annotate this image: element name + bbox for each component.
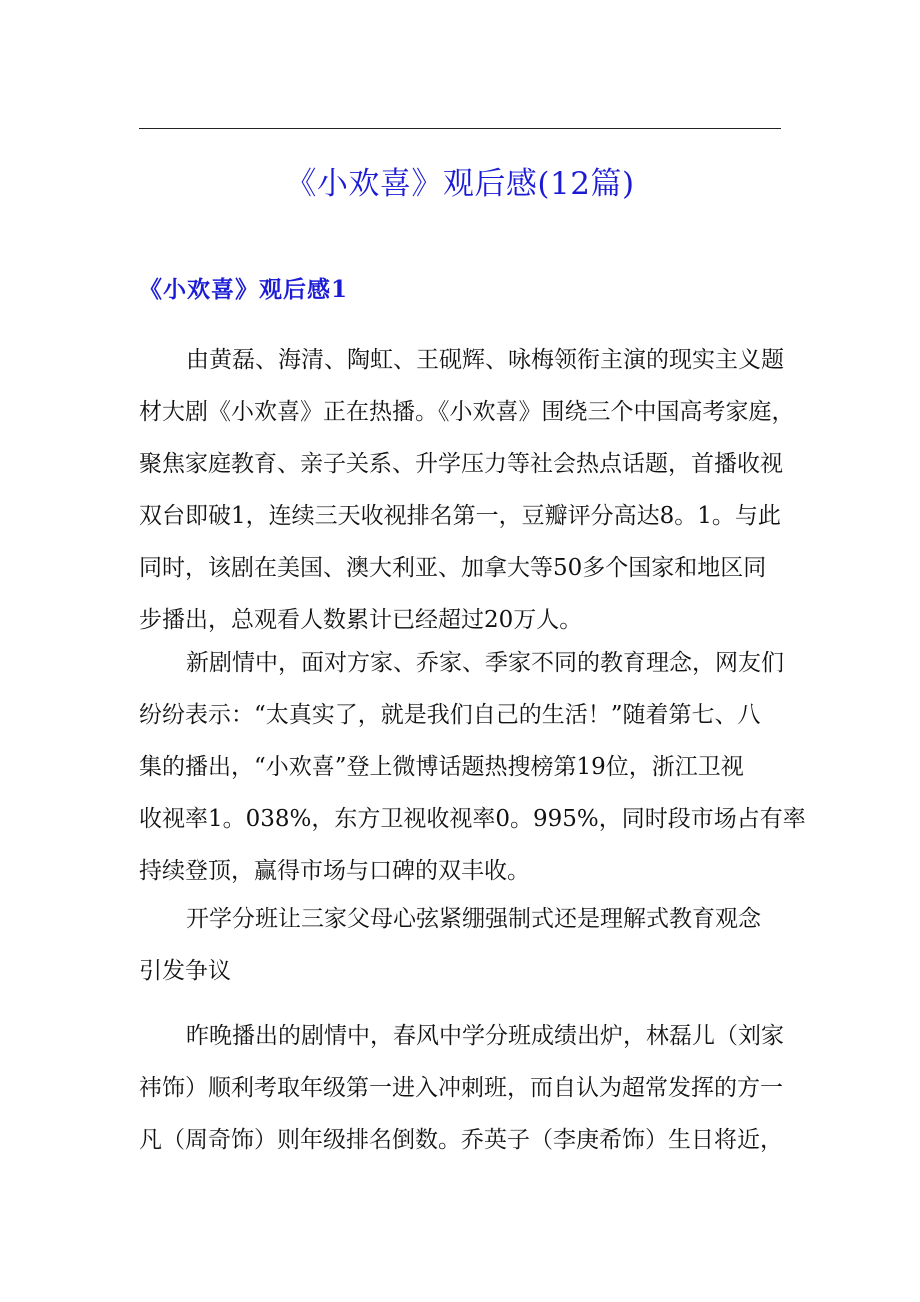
paragraph — [139, 334, 795, 646]
paragraph-line: 开学分班让三家父母心弦紧绷强制式还是理解式教育观念 — [186, 906, 761, 932]
paragraph-line: 聚焦家庭教育、亲子关系、升学压力等社会热点话题，首播收视 — [139, 451, 783, 477]
paragraph-line: 凡（周奇饰）则年级排名倒数。乔英子（李庚希饰）生日将近， — [139, 1127, 783, 1153]
paragraph-line: 昨晚播出的剧情中，春风中学分班成绩出炉，林磊儿（刘家 — [186, 1023, 784, 1049]
section-heading: 《小欢喜》观后感1 — [139, 276, 349, 303]
paragraph-line: 祎饰）顺利考取年级第一进入冲刺班，而自认为超常发挥的方一 — [139, 1075, 783, 1101]
paragraph-line: 收视率1。038%，东方卫视收视率0。995%，同时段市场占有率 — [139, 806, 806, 832]
paragraph-line: 步播出，总观看人数累计已经超过20万人。 — [139, 607, 583, 633]
paragraph — [139, 637, 806, 897]
paragraph-line: 引发争议 — [139, 958, 231, 984]
paragraph — [139, 893, 789, 997]
paragraph-line: 集的播出，“小欢喜”登上微博话题热搜榜第19位，浙江卫视 — [139, 754, 744, 780]
paragraph — [139, 1010, 789, 1166]
paragraph-line: 持续登顶，赢得市场与口碑的双丰收。 — [139, 858, 530, 884]
paragraph-line: 材大剧《小欢喜》正在热播。《小欢喜》围绕三个中国高考家庭， — [139, 399, 795, 425]
paragraph-line: 新剧情中，面对方家、乔家、季家不同的教育理念，网友们 — [186, 650, 784, 676]
paragraph-line: 双台即破1，连续三天收视排名第一，豆瓣评分高达8。1。与此 — [139, 503, 781, 529]
paragraph-line: 纷纷表示：“太真实了，就是我们自己的生活！”随着第七、八 — [139, 702, 761, 728]
paragraph-line: 由黄磊、海清、陶虹、王砚辉、咏梅领衔主演的现实主义题 — [186, 347, 784, 373]
paragraph-line: 同时，该剧在美国、澳大利亚、加拿大等50多个国家和地区同 — [139, 555, 767, 581]
header-rule — [139, 128, 781, 129]
document-title: 《小欢喜》观后感(12篇) — [285, 166, 635, 202]
